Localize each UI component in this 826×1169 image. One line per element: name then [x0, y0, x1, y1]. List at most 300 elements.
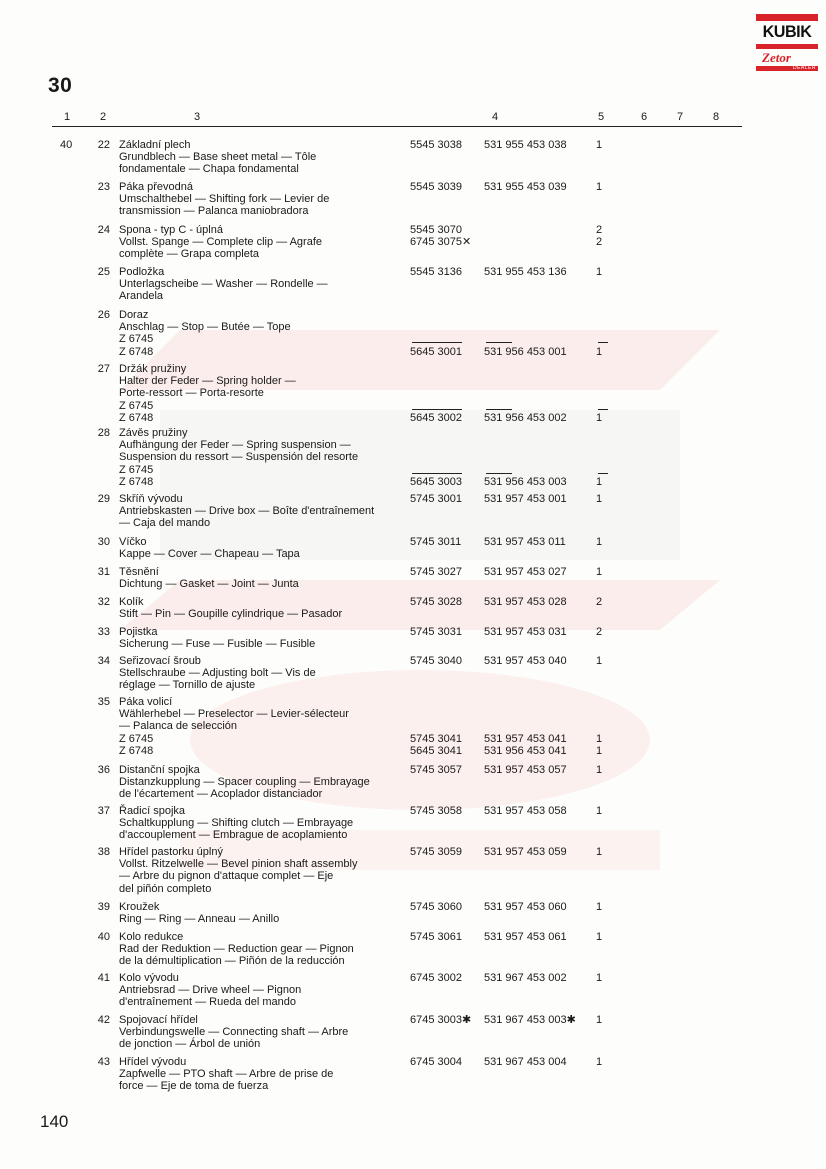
position-number: 28	[97, 427, 110, 439]
part-description-line: Vollst. Ritzelwelle — Bevel pinion shaft assembly	[119, 858, 358, 871]
quantity	[596, 596, 602, 608]
part-number-new-line: 531 955 453 038	[484, 139, 567, 151]
part-number-new-line: 531 957 453 040	[484, 655, 567, 667]
part-number-new-line: 531 957 453 061	[484, 931, 567, 943]
part-description	[119, 596, 409, 620]
quantity-line: 1	[596, 972, 603, 984]
part-description	[119, 266, 409, 303]
part-number-old	[410, 596, 462, 608]
position-number: 41	[97, 972, 110, 984]
position-number: 23	[97, 181, 110, 193]
part-description-line: Antriebsrad — Drive wheel — Pignon	[119, 984, 302, 997]
position-number: 35	[97, 696, 110, 708]
position-number: 25	[97, 266, 110, 278]
part-description-line: Dichtung — Gasket — Joint — Junta	[119, 578, 299, 591]
column-header-5: 5	[598, 111, 605, 123]
part-description	[119, 181, 409, 218]
part-description-line: Z 6748	[119, 475, 154, 488]
part-number-new-line: 531 956 453 001	[484, 345, 567, 358]
part-number-old-line: 5745 3028	[410, 596, 462, 608]
part-description-line: — Caja del mando	[119, 517, 211, 530]
quantity-line	[596, 708, 602, 720]
part-number-new	[484, 972, 567, 984]
part-number-old-line: 5745 3058	[410, 805, 462, 817]
part-number-old-line: 5645 3002	[410, 411, 462, 424]
part-number-old-line	[410, 400, 462, 412]
part-number-new-line	[484, 333, 512, 345]
part-description-line: Z 6745	[119, 732, 154, 745]
part-number-old	[410, 309, 462, 358]
part-description-line: — Palanca de selección	[119, 720, 238, 733]
quantity-line: 1	[596, 744, 603, 757]
part-description	[119, 764, 409, 801]
part-number-old-line	[410, 309, 462, 321]
quantity-line: 1	[596, 493, 603, 505]
part-description-line: Z 6748	[119, 345, 154, 358]
part-number-new	[484, 846, 567, 858]
part-description-line: Anschlag — Stop — Butée — Tope	[119, 321, 291, 334]
part-description-line: complète — Grapa completa	[119, 248, 260, 261]
part-number-new	[484, 139, 567, 151]
part-number-old-line: 5745 3061	[410, 931, 462, 943]
part-number-new-line: 531 957 453 027	[484, 566, 567, 578]
quantity-line: 1	[596, 536, 603, 548]
column-header-1: 1	[64, 111, 71, 123]
part-number-new-line	[484, 696, 567, 708]
part-description	[119, 931, 409, 968]
part-description-line: transmission — Palanca maniobradora	[119, 205, 309, 218]
part-number-new	[484, 224, 487, 248]
part-description-line: Unterlagscheibe — Washer — Rondelle —	[119, 278, 328, 291]
part-number-new-line	[484, 375, 567, 387]
quantity-line	[596, 439, 608, 451]
part-number-new	[484, 427, 567, 488]
column-header-2: 2	[100, 111, 107, 123]
quantity-line	[596, 400, 608, 412]
part-number-old-line: 6745 3075✕	[410, 236, 472, 249]
quantity-line	[596, 696, 602, 708]
part-number-old-line: 5745 3041	[410, 732, 462, 745]
part-number-new	[484, 1014, 576, 1026]
position-number: 24	[97, 224, 110, 236]
quantity	[596, 181, 602, 193]
part-description	[119, 846, 409, 895]
quantity	[596, 224, 602, 248]
part-number-old-line: 5645 3001	[410, 345, 462, 358]
part-number-new	[484, 931, 567, 943]
part-number-new-line	[484, 439, 567, 451]
part-description-line: Z 6748	[119, 744, 154, 757]
part-number-new-line: 531 957 453 031	[484, 626, 567, 638]
part-number-new-line	[484, 309, 567, 321]
part-description-line: Základní plech	[119, 139, 191, 151]
quantity-line	[596, 375, 608, 387]
quantity-line: 1	[596, 266, 603, 278]
quantity	[596, 846, 602, 858]
part-number-new-line	[484, 451, 567, 463]
part-number-old	[410, 696, 462, 757]
quantity	[596, 696, 602, 757]
quantity-line: 1	[596, 655, 603, 667]
position-number: 39	[97, 901, 110, 913]
part-number-new-line: 531 957 453 011	[484, 536, 566, 548]
quantity-line: 1	[596, 139, 603, 151]
part-number-old-line	[410, 321, 462, 333]
quantity	[596, 363, 608, 424]
part-number-new-line: 531 967 453 002	[484, 972, 567, 984]
part-number-new-line: 531 957 453 060	[484, 901, 567, 913]
group-number: 40	[60, 139, 73, 151]
part-description-line: Umschalthebel — Shifting fork — Levier de	[119, 193, 330, 206]
quantity-line	[596, 333, 608, 345]
kubik-zetor-logo	[756, 14, 818, 72]
part-description-line: Sicherung — Fuse — Fusible — Fusible	[119, 638, 316, 651]
part-number-new	[484, 805, 567, 817]
part-number-old-line: 6745 3003✱	[410, 1014, 472, 1026]
position-number: 36	[97, 764, 110, 776]
part-number-old-line	[410, 696, 462, 708]
part-number-new-line	[484, 363, 567, 375]
quantity-line: 2	[596, 236, 603, 249]
part-number-old	[410, 1014, 471, 1026]
part-number-new-line	[484, 708, 567, 720]
part-number-new	[484, 536, 566, 548]
part-number-old-line	[410, 708, 462, 720]
part-description-line: de l'écartement — Acoplador distanciador	[119, 788, 323, 801]
part-number-old-line	[410, 464, 462, 476]
quantity	[596, 931, 602, 943]
part-number-old	[410, 846, 462, 858]
logo-brand: KUBIK	[762, 22, 812, 41]
part-number-old	[410, 626, 462, 638]
part-description-line: Vollst. Spange — Complete clip — Agrafe	[119, 236, 322, 249]
part-number-old-line	[410, 439, 462, 451]
part-description-line: Kappe — Cover — Chapeau — Tapa	[119, 548, 300, 561]
quantity	[596, 493, 602, 505]
part-description-line: Seřizovací šroub	[119, 655, 201, 667]
part-number-old-line: 5545 3038	[410, 139, 462, 151]
part-number-old	[410, 972, 462, 984]
quantity-line	[596, 321, 608, 333]
quantity	[596, 1056, 602, 1068]
part-description	[119, 655, 409, 692]
part-number-old	[410, 427, 462, 488]
position-number: 31	[97, 566, 110, 578]
part-description-line: Víčko	[119, 536, 147, 548]
part-number-old-line: 6745 3004	[410, 1056, 462, 1068]
position-number: 43	[97, 1056, 110, 1068]
part-number-new-line: 531 957 453 041	[484, 732, 567, 745]
part-number-new-line: 531 956 453 003	[484, 475, 567, 488]
part-description-line: de la démultiplication — Piñón de la reducción	[119, 955, 345, 968]
column-header-7: 7	[677, 111, 684, 123]
quantity	[596, 655, 602, 667]
part-number-new-line: 531 956 453 041	[484, 744, 567, 757]
section-number: 30	[48, 74, 73, 97]
part-description-line: d'entraînement — Rueda del mando	[119, 996, 296, 1009]
part-description	[119, 224, 409, 261]
part-number-old-line: 5745 3031	[410, 626, 462, 638]
part-number-new-line: 531 957 453 001	[484, 493, 567, 505]
part-number-old-line: 5745 3057	[410, 764, 462, 776]
quantity	[596, 266, 602, 278]
part-number-old	[410, 536, 461, 548]
quantity-line: 2	[596, 224, 603, 236]
part-description-line: d'accouplement — Embrague de acoplamiento	[119, 829, 348, 842]
part-number-old-line: 5745 3001	[410, 493, 462, 505]
part-number-new-line: 531 957 453 058	[484, 805, 567, 817]
part-number-old	[410, 139, 462, 151]
part-number-new-line	[484, 427, 567, 439]
part-description-line: Držák pružiny	[119, 363, 187, 375]
position-number: 38	[97, 846, 110, 858]
part-description-line: Halter der Feder — Spring holder —	[119, 375, 296, 388]
part-number-old-line: 6745 3002	[410, 972, 462, 984]
part-description-line: Z 6748	[119, 411, 154, 424]
part-number-old-line: 5745 3059	[410, 846, 462, 858]
part-description-line: Kolo redukce	[119, 931, 184, 943]
quantity-line	[596, 427, 608, 439]
part-description	[119, 1056, 409, 1093]
quantity	[596, 626, 602, 638]
column-header-6: 6	[641, 111, 648, 123]
part-number-new-line	[484, 464, 512, 476]
part-description-line: Kolík	[119, 596, 144, 608]
quantity-line: 1	[596, 345, 603, 358]
part-description	[119, 493, 409, 530]
part-number-new-line: 531 957 453 028	[484, 596, 567, 608]
quantity	[596, 139, 602, 151]
part-description-line: Spojovací hřídel	[119, 1014, 198, 1026]
quantity-line: 1	[596, 411, 603, 424]
part-number-old-line	[410, 363, 462, 375]
part-description-line: Distanční spojka	[119, 764, 200, 776]
part-description-line: Kolo vývodu	[119, 972, 179, 984]
part-number-old-line	[410, 720, 462, 732]
part-number-old-line: 5745 3060	[410, 901, 462, 913]
part-number-new-line: 531 955 453 039	[484, 181, 567, 193]
part-description-line: Z 6745	[119, 333, 154, 346]
part-number-new	[484, 655, 567, 667]
part-number-old-line	[410, 427, 462, 439]
part-description-line: Kroužek	[119, 901, 160, 913]
part-number-old	[410, 1056, 462, 1068]
quantity	[596, 1014, 602, 1026]
quantity-line: 1	[596, 732, 603, 745]
part-description-line: Arandela	[119, 290, 164, 303]
position-number: 33	[97, 626, 110, 638]
part-description	[119, 805, 409, 842]
part-description-line: Zapfwelle — PTO shaft — Arbre de prise de	[119, 1068, 334, 1081]
part-description-line: Řadicí spojka	[119, 805, 186, 817]
quantity	[596, 764, 602, 776]
part-number-new	[484, 764, 567, 776]
position-number: 26	[97, 309, 110, 321]
part-description-line: Podložka	[119, 266, 165, 278]
part-number-old-line: 5545 3070	[410, 224, 462, 236]
part-number-old	[410, 901, 462, 913]
part-number-old-line	[410, 375, 462, 387]
part-number-new-line: 531 956 453 002	[484, 411, 567, 424]
part-description-line: Stift — Pin — Goupille cylindrique — Pasador	[119, 608, 343, 621]
part-description	[119, 626, 409, 650]
part-number-old-line: 5645 3003	[410, 475, 462, 488]
position-number: 27	[97, 363, 110, 375]
part-number-new-line	[484, 400, 512, 412]
part-description	[119, 427, 409, 488]
part-description-line: — Arbre du pignon d'attaque complet — Eje	[119, 870, 334, 883]
quantity	[596, 536, 602, 548]
quantity-line: 1	[596, 566, 603, 578]
part-description-line: fondamentale — Chapa fondamental	[119, 163, 299, 176]
part-description-line: Doraz	[119, 309, 149, 321]
part-description	[119, 566, 409, 590]
logo-dealer: DEALER	[792, 65, 816, 71]
part-description	[119, 363, 409, 424]
part-number-new	[484, 596, 567, 608]
part-number-new-line	[484, 321, 567, 333]
quantity-line: 1	[596, 475, 603, 488]
part-number-old	[410, 224, 471, 248]
quantity-line: 2	[596, 626, 603, 638]
quantity-line: 1	[596, 764, 603, 776]
part-number-old-line: 5745 3040	[410, 655, 462, 667]
part-description	[119, 972, 409, 1009]
quantity-line: 1	[596, 846, 603, 858]
part-number-new	[484, 493, 567, 505]
part-number-old-line	[410, 451, 462, 463]
part-description	[119, 1014, 409, 1051]
quantity-line	[596, 451, 608, 463]
part-description-line: Páka volicí	[119, 696, 173, 708]
column-header-8: 8	[713, 111, 720, 123]
quantity-line: 1	[596, 181, 603, 193]
position-number: 40	[97, 931, 110, 943]
page-number: 140	[40, 1112, 69, 1131]
part-description-line: Antriebskasten — Drive box — Boîte d'entraînement	[119, 505, 375, 518]
part-number-new-line	[484, 720, 567, 732]
part-description-line: Páka převodná	[119, 181, 193, 193]
part-number-new	[484, 626, 567, 638]
part-description-line: Ring — Ring — Anneau — Anillo	[119, 913, 280, 926]
logo-sub: Zetor	[762, 50, 791, 65]
part-number-old	[410, 655, 462, 667]
part-description-line: Hřídel vývodu	[119, 1056, 187, 1068]
part-description-line: force — Eje de toma de fuerza	[119, 1080, 269, 1093]
quantity-line	[596, 720, 602, 732]
part-number-old-line: 5545 3039	[410, 181, 462, 193]
quantity-line: 1	[596, 1014, 603, 1026]
quantity-line: 1	[596, 805, 603, 817]
part-number-new	[484, 566, 567, 578]
quantity-line: 1	[596, 901, 603, 913]
part-description	[119, 696, 409, 757]
quantity-line	[596, 387, 608, 399]
quantity	[596, 427, 608, 488]
part-number-old	[410, 493, 462, 505]
quantity	[596, 901, 602, 913]
quantity	[596, 805, 602, 817]
quantity-line	[596, 309, 608, 321]
quantity-line	[596, 363, 608, 375]
position-number: 34	[97, 655, 110, 667]
part-description-line: de jonction — Árbol de unión	[119, 1038, 261, 1051]
column-header-3: 3	[194, 111, 201, 123]
part-number-new-line	[484, 236, 487, 248]
part-description-line: Verbindungswelle — Connecting shaft — Arbre	[119, 1026, 349, 1039]
part-number-new-line: 531 955 453 136	[484, 266, 567, 278]
part-number-new-line: 531 957 453 057	[484, 764, 567, 776]
part-number-new	[484, 309, 567, 358]
part-description	[119, 901, 409, 925]
part-description-line: Těsnění	[119, 566, 159, 578]
part-number-old	[410, 805, 462, 817]
part-number-new-line: 531 967 453 003✱	[484, 1014, 576, 1026]
part-number-old	[410, 181, 462, 193]
quantity	[596, 972, 602, 984]
quantity-line: 1	[596, 1056, 603, 1068]
part-number-old	[410, 266, 462, 278]
part-description-line: Spona - typ C - úplná	[119, 224, 223, 236]
part-number-new	[484, 266, 567, 278]
part-description-line: Z 6745	[119, 463, 154, 476]
part-description-line: Grundblech — Base sheet metal — Tôle	[119, 151, 317, 164]
part-number-new	[484, 901, 567, 913]
part-description-line: Distanzkupplung — Spacer coupling — Embrayage	[119, 776, 370, 789]
part-description-line: Schaltkupplung — Shifting clutch — Embrayage	[119, 817, 354, 830]
part-description-line: Z 6745	[119, 399, 154, 412]
part-number-new-line	[484, 387, 567, 399]
part-number-new	[484, 696, 567, 757]
part-number-old-line: 5545 3136	[410, 266, 462, 278]
position-number: 29	[97, 493, 110, 505]
part-description-line: Závěs pružiny	[119, 427, 188, 439]
part-number-old-line: 5745 3011	[410, 536, 462, 548]
part-description	[119, 309, 409, 358]
part-number-old-line: 5745 3027	[410, 566, 462, 578]
part-number-old	[410, 566, 462, 578]
quantity-line	[596, 464, 608, 476]
part-number-old	[410, 931, 462, 943]
position-number: 42	[97, 1014, 110, 1026]
quantity	[596, 309, 608, 358]
part-number-old-line	[410, 387, 462, 399]
part-description-line: Porte-ressort — Porta-resorte	[119, 387, 264, 400]
part-number-new-line	[484, 224, 487, 236]
part-number-new	[484, 363, 567, 424]
part-description-line: Stellschraube — Adjusting bolt — Vis de	[119, 667, 316, 680]
part-description-line: del piñón completo	[119, 882, 212, 895]
part-description	[119, 139, 409, 176]
part-description-line: Skříň vývodu	[119, 493, 183, 505]
part-number-old-line: 5645 3041	[410, 744, 462, 757]
part-description-line: réglage — Tornillo de ajuste	[119, 679, 256, 692]
part-number-old	[410, 764, 462, 776]
part-description-line: Pojistka	[119, 626, 158, 638]
part-description-line: Aufhängung der Feder — Spring suspension —	[119, 439, 351, 452]
part-description-line: Suspension du ressort — Suspensión del resorte	[119, 451, 359, 464]
quantity-line: 2	[596, 596, 603, 608]
position-number: 32	[97, 596, 110, 608]
position-number: 30	[97, 536, 110, 548]
column-header-4: 4	[492, 111, 499, 123]
header-rule	[52, 126, 742, 127]
part-number-old	[410, 363, 462, 424]
part-description-line: Wählerhebel — Preselector — Levier-sélecteur	[119, 708, 349, 721]
quantity	[596, 566, 602, 578]
part-number-old-line	[410, 333, 462, 345]
part-description	[119, 536, 409, 560]
